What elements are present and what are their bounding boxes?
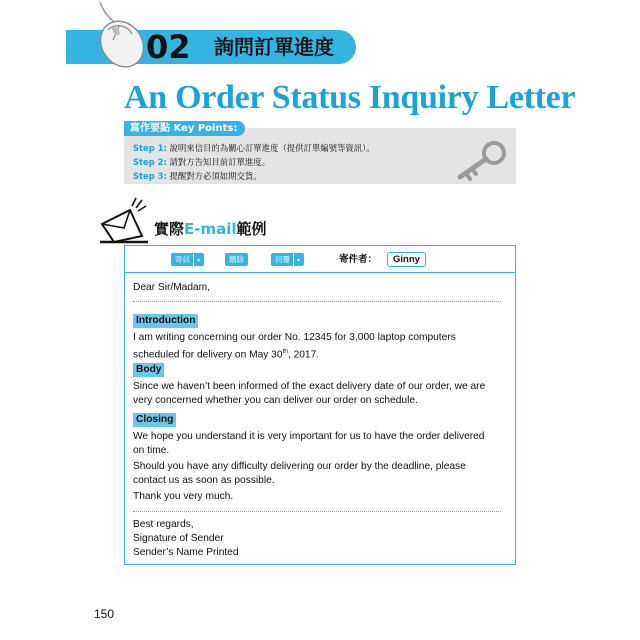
introduction-label: Introduction — [133, 314, 198, 328]
page-number: 150 — [94, 607, 115, 621]
email-toolbar — [125, 246, 515, 273]
key-point-step-2 — [133, 155, 375, 169]
key-points-list — [133, 141, 375, 183]
intro-line-1: I am writing concerning our order No. 12345 for 3,000 laptop computers — [133, 332, 456, 343]
step-text: 提醒對方必須如期交貨。 — [169, 171, 262, 181]
section-title-suffix: 範例 — [236, 220, 267, 238]
chevron-down-icon[interactable]: ▾ — [293, 254, 300, 267]
closing-label: Closing — [133, 413, 176, 427]
closing-line-2: on time. — [133, 445, 170, 456]
key-point-step-1 — [133, 141, 375, 155]
divider — [133, 511, 501, 512]
sender-label: 寄件者： — [339, 254, 378, 265]
step-label: Step 3: — [133, 171, 167, 181]
envelope-icon — [96, 196, 152, 244]
key-points-label: 寫作要點 Key Points: — [124, 121, 245, 136]
delete-button[interactable] — [225, 253, 248, 266]
section-title-highlight: E-mail — [184, 220, 237, 238]
body-line-2: very concerned whether you can deliver our order on schedule. — [133, 395, 418, 406]
closing-line-4: contact us as soon as possible. — [133, 475, 275, 486]
email-window — [124, 245, 516, 565]
closing-line-5: Thank you very much. — [133, 491, 234, 502]
intro-line-2-text: scheduled for delivery on May 30 — [133, 349, 283, 361]
sender-field[interactable]: Ginny — [387, 252, 426, 267]
intro-line-2 — [133, 345, 319, 362]
section-title — [154, 218, 267, 240]
reply-button[interactable] — [271, 253, 304, 266]
body-line-1: Since we haven’t been informed of the exact delivery date of our order, we are — [133, 381, 486, 392]
step-text: 請對方告知目前訂單進度。 — [169, 157, 270, 167]
chevron-down-icon[interactable]: ▾ — [193, 254, 200, 267]
closing-line-3: Should you have any difficulty delivering our order by the deadline, please — [133, 461, 466, 472]
send-button-label: 寄信 — [175, 255, 190, 264]
signature-line: Signature of Sender — [133, 533, 224, 544]
send-button[interactable] — [171, 253, 204, 266]
email-greeting: Dear Sir/Madam, — [133, 282, 210, 293]
step-text: 說明來信目的為關心訂單進度（提供訂單編號等資訊）。 — [169, 143, 375, 153]
key-icon — [452, 139, 510, 183]
main-title: An Order Status Inquiry Letter — [124, 79, 576, 116]
delete-button-label: 刪除 — [229, 255, 244, 264]
step-label: Step 1: — [133, 143, 167, 153]
step-label: Step 2: — [133, 157, 167, 167]
section-title-prefix: 實際 — [154, 220, 185, 238]
key-point-step-3 — [133, 169, 375, 183]
chapter-title: 詢問訂單進度 — [214, 35, 334, 59]
computer-mouse-icon — [82, 0, 146, 72]
intro-line-2-superscript: th — [282, 348, 288, 355]
chapter-number: 02 — [146, 28, 191, 66]
printed-name-line: Sender’s Name Printed — [133, 547, 239, 558]
body-label: Body — [133, 363, 164, 377]
closing-line-1: We hope you understand it is very important for us to have the order delivered — [133, 431, 485, 442]
reply-button-label: 回覆 — [275, 255, 290, 264]
signoff: Best regards, — [133, 519, 194, 530]
divider — [133, 301, 501, 302]
intro-line-2-year: , 2017. — [287, 349, 320, 361]
